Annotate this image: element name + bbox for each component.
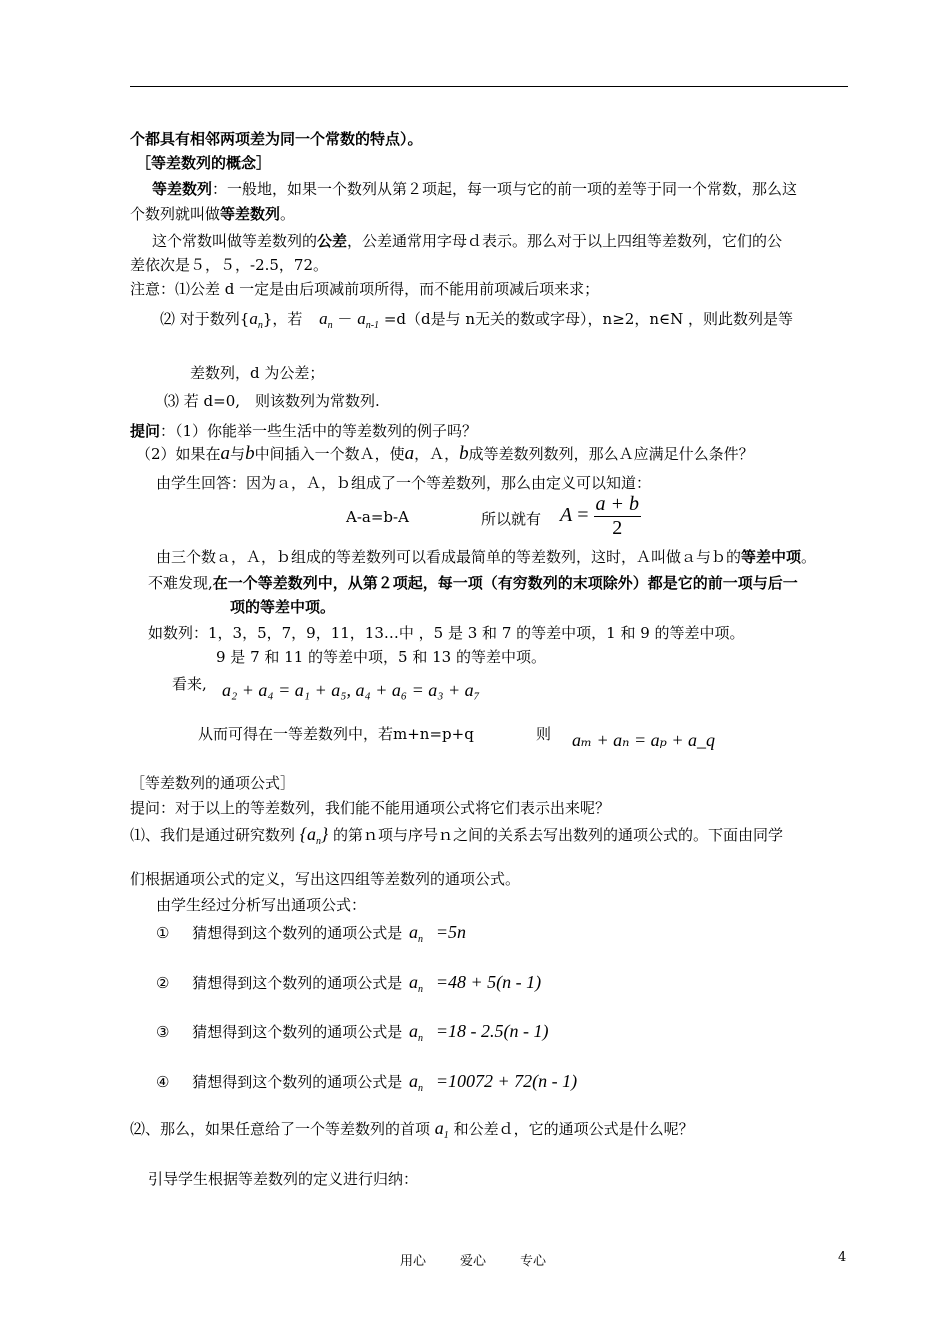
definition-text: 个数列就叫做 — [130, 205, 221, 223]
page-number: 4 — [838, 1250, 847, 1265]
var-a: a — [220, 443, 231, 464]
definition-text: 。 — [280, 205, 296, 223]
footer-item: 专心 — [520, 1254, 547, 1269]
example-line-1: 如数列：1，3，5，7，9，11，13…中 ，5 是 3 和 7 的等差中项，1 和 9 的等差中项。 — [148, 624, 745, 642]
cd-term: 公差 — [317, 232, 348, 250]
guess-formula: =10072 + 72(n - 1) — [435, 1071, 578, 1091]
conclude-equation: aₘ + aₙ = aₚ + a_q — [572, 730, 715, 750]
guess-formula: =48 + 5(n - 1) — [435, 972, 542, 992]
note2-text: ⑵ 对于数列{ — [160, 310, 250, 328]
conclude-text: 从而可得在一等差数列中，若m+n=p+q — [198, 725, 474, 743]
equals-sign: = — [577, 504, 589, 527]
p1-text: ⑴、我们是通过研究数列 — [130, 826, 296, 844]
section2-question: 提问：对于以上的等差数列，我们能不能用通项公式将它们表示出来呢？ — [130, 799, 611, 817]
p1-text: 的第ｎ项与序号ｎ之间的关系去写出数列的通项公式的。下面由同学 — [332, 826, 783, 844]
guess-an: $a_n$ — [409, 1021, 424, 1044]
mid-term: 等差中项 — [741, 548, 802, 566]
point-1-line-3: 由学生经过分析写出通项公式： — [156, 896, 367, 914]
answer-intro: 由学生回答：因为ａ，Ａ，ｂ组成了一个等差数列，那么由定义可以知道： — [156, 474, 652, 492]
middle-term-line — [156, 546, 816, 567]
then-text: 则 — [536, 725, 552, 743]
common-difference-line-2: 差依次是５，５，-2.5，72。 — [130, 256, 329, 274]
var-A: A — [560, 504, 573, 527]
var-a: a — [404, 443, 415, 464]
section-title-formula: ［等差数列的通项公式］ — [130, 774, 296, 792]
guess-an: $a_n$ — [409, 972, 424, 995]
footer-item: 用心 — [400, 1254, 427, 1269]
note-3: ⑶ 若 d=0, 则该数列为常数列. — [164, 392, 380, 410]
minus-sign: － — [337, 310, 353, 328]
p2-text: ⑵、那么，如果任意给了一个等差数列的首项 — [130, 1120, 431, 1138]
guess-text: 猜想得到这个数列的通项公式是 — [192, 1023, 403, 1041]
q2-text: 中间插入一个数Ａ，使 — [254, 445, 405, 463]
sequence-set: $\{a_n\}$ — [299, 824, 329, 847]
note2-a: $a_n$ — [249, 309, 263, 331]
question-label: 提问 — [130, 422, 161, 440]
guess-3 — [156, 1021, 548, 1044]
note2-text: =d（d是与 n无关的数或字母），n≥2，n∈N ，则此数列是等 — [383, 310, 793, 328]
q2-text: 与 — [230, 445, 246, 463]
guide-line: 引导学生根据等差数列的定义进行归纳： — [148, 1170, 419, 1188]
finding-text: 不难发现, — [148, 574, 213, 592]
guess-number: ① — [156, 924, 170, 942]
answer-so: 所以就有 — [481, 510, 542, 528]
definition-line-2 — [130, 203, 295, 224]
question-text: ：（1）你能举一些生活中的等差数列的例子吗？ — [160, 422, 478, 440]
guess-formula: =18 - 2.5(n - 1) — [435, 1021, 549, 1041]
question-2 — [136, 443, 754, 465]
note-2-cont: 差数列，d 为公差； — [190, 364, 325, 382]
note2-an1: $a_{n-1}$ — [357, 309, 380, 331]
guess-text: 猜想得到这个数列的通项公式是 — [192, 974, 403, 992]
var-b: b — [459, 443, 469, 464]
p2-text: 和公差ｄ，它的通项公式是什么呢？ — [453, 1120, 694, 1138]
q2-text: ，Ａ， — [414, 445, 460, 463]
section-title-concept: ［等差数列的概念］ — [136, 154, 272, 172]
guess-number: ③ — [156, 1023, 170, 1041]
guess-an: $a_n$ — [409, 922, 424, 945]
fraction-numerator: a + b — [595, 493, 639, 515]
guess-number: ④ — [156, 1073, 170, 1091]
point-1-line-1 — [130, 824, 783, 847]
definition-term: 等差数列 — [152, 180, 213, 198]
mid-text: 。 — [801, 548, 817, 566]
look-label: 看来, — [172, 675, 207, 693]
point-2-line — [130, 1118, 694, 1141]
definition-line-1 — [152, 178, 797, 199]
cd-text: ，公差通常用字母ｄ表示。那么对于以上四组等差数列，它们的公 — [347, 232, 783, 250]
q2-text: （2）如果在 — [136, 445, 221, 463]
footer-item: 爱心 — [460, 1254, 487, 1269]
note-2 — [160, 308, 793, 331]
mid-text: 由三个数ａ，Ａ，ｂ组成的等差数列可以看成最简单的等差数列，这时，Ａ叫做ａ与ｂ的 — [156, 548, 742, 566]
look-equation: a₂ + a₄ = a₁ + a₅, a₄ + a₆ = a₃ + a₇ — [222, 680, 480, 700]
note-1: 注意：⑴公差 d 一定是由后项减前项所得，而不能用前项减后项来求； — [130, 280, 600, 298]
finding-line-2: 项的等差中项。 — [230, 598, 336, 616]
example-line-2: 9 是 7 和 11 的等差中项，5 和 13 的等差中项。 — [216, 648, 546, 666]
continued-line: 个都具有相邻两项差为同一个常数的特点）。 — [130, 130, 423, 148]
note2-text: }，若 — [262, 310, 303, 328]
point-1-line-2: 们根据通项公式的定义，写出这四组等差数列的通项公式。 — [130, 870, 521, 888]
answer-eq-1: A-a=b-A — [346, 508, 409, 526]
definition-text: ：一般地，如果一个数列从第２项起，每一项与它的前一项的差等于同一个常数，那么这 — [212, 180, 798, 198]
note2-an: $a_n$ — [319, 309, 333, 331]
question-1 — [130, 420, 477, 441]
definition-term: 等差数列 — [220, 205, 281, 223]
finding-bold: 在一个等差数列中，从第２项起，每一项（有穷数列的末项除外）都是它的前一项与后一 — [212, 574, 798, 592]
common-difference-line-1 — [152, 230, 782, 251]
guess-text: 猜想得到这个数列的通项公式是 — [192, 1073, 403, 1091]
guess-number: ② — [156, 974, 170, 992]
answer-formula — [560, 493, 641, 540]
guess-an: $a_n$ — [409, 1071, 424, 1094]
first-term: $a_1$ — [434, 1118, 449, 1141]
var-b: b — [245, 443, 255, 464]
cd-text: 这个常数叫做等差数列的 — [152, 232, 318, 250]
fraction-denominator: 2 — [612, 517, 623, 539]
guess-2 — [156, 972, 541, 995]
fraction — [594, 493, 642, 540]
finding-line-1 — [148, 572, 798, 593]
q2-text: 成等差数列数列，那么Ａ应满足什么条件？ — [468, 445, 754, 463]
guess-4 — [156, 1071, 577, 1094]
header-rule — [130, 86, 848, 87]
guess-formula: =5n — [435, 922, 466, 942]
guess-text: 猜想得到这个数列的通项公式是 — [192, 924, 403, 942]
guess-1 — [156, 922, 466, 945]
